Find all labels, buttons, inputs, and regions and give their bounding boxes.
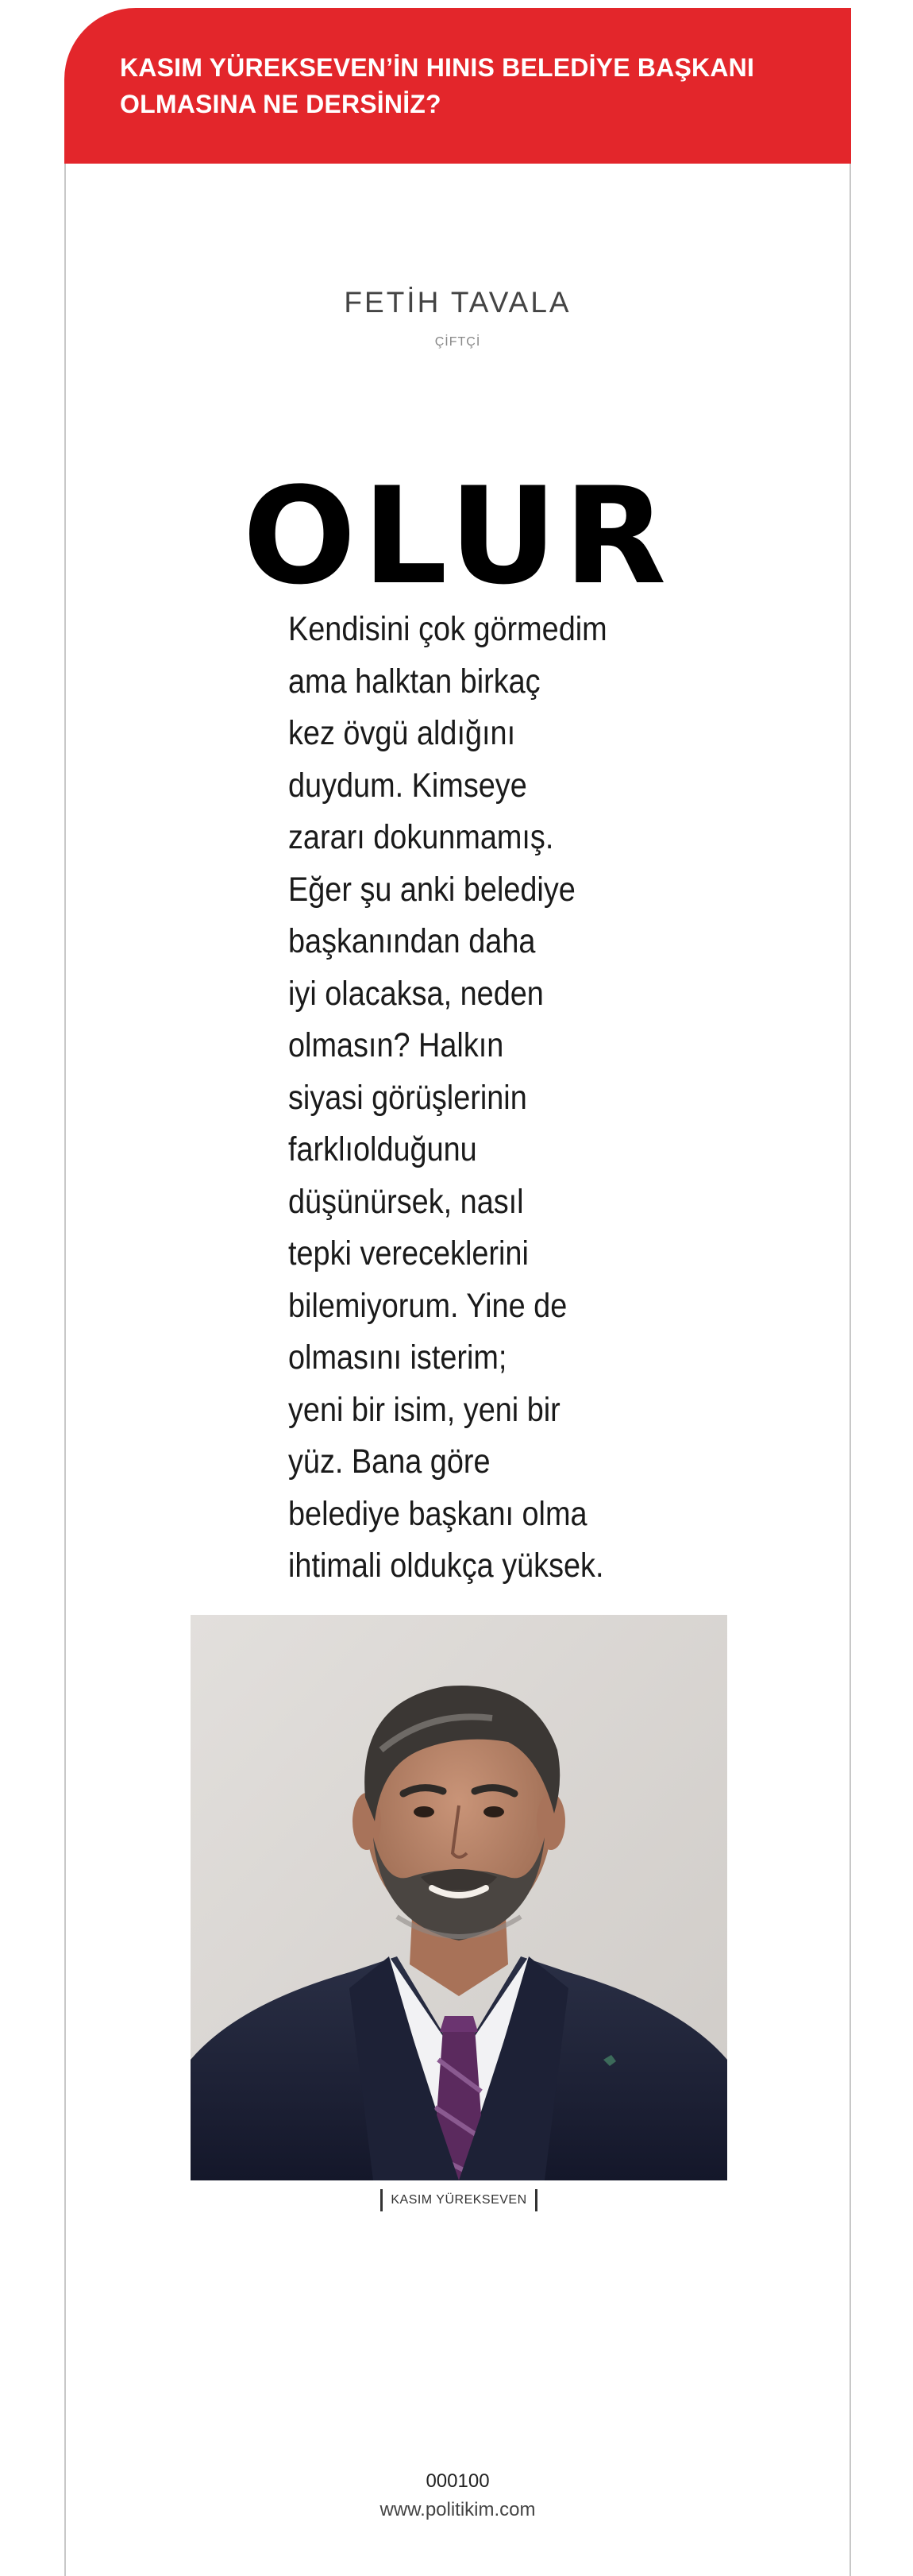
body-line: yeni bir isim, yeni bir	[288, 1390, 561, 1429]
author-name: FETİH TAVALA	[344, 286, 572, 319]
body-line: bilemiyorum. Yine de	[288, 1286, 568, 1325]
body-line: başkanından daha	[288, 922, 536, 960]
author-occupation: ÇİFTÇİ	[434, 335, 481, 349]
body-line: duydum. Kimseye	[288, 766, 527, 805]
caption-bar-left	[380, 2189, 383, 2211]
body-line: düşünürsek, nasıl	[288, 1182, 524, 1221]
body-line: Eğer şu anki belediye	[288, 870, 576, 909]
body-line: olmasın? Halkın	[288, 1026, 504, 1064]
body-line: ihtimali oldukça yüksek.	[288, 1547, 604, 1585]
caption-bar-right	[535, 2189, 537, 2211]
body-line: tepki vereceklerini	[288, 1234, 529, 1273]
body-line: iyi olacaksa, neden	[288, 974, 544, 1013]
body-text	[288, 604, 701, 1593]
body-line: zararı dokunmamış.	[288, 818, 554, 856]
photo-caption-text: KASIM YÜREKSEVEN	[391, 2193, 527, 2207]
body-line: yüz. Bana göre	[288, 1442, 491, 1481]
header-title	[120, 49, 834, 122]
body-line: olmasını isterim;	[288, 1338, 507, 1377]
answer-headline: OLUR	[242, 458, 673, 614]
body-line: Kendisini çok görmedim	[288, 610, 607, 648]
photo-caption	[191, 2189, 727, 2211]
header-title-line-2: OLMASINA NE DERSİNİZ?	[120, 90, 441, 118]
body-line: kez övgü aldığını	[288, 714, 516, 752]
body-line: farklıolduğunu	[288, 1130, 477, 1168]
header-title-line-1: KASIM YÜREKSEVEN’İN HINIS BELEDİYE BAŞKANI	[120, 53, 755, 82]
body-line: siyasi görüşlerinin	[288, 1078, 527, 1117]
portrait-photo	[191, 1615, 727, 2180]
page-number: 000100	[426, 2470, 490, 2492]
body-line: ama halktan birkaç	[288, 662, 541, 701]
portrait-illustration	[191, 1615, 727, 2180]
website-link[interactable]: www.politikim.com	[379, 2499, 536, 2520]
body-line: belediye başkanı olma	[288, 1494, 587, 1533]
